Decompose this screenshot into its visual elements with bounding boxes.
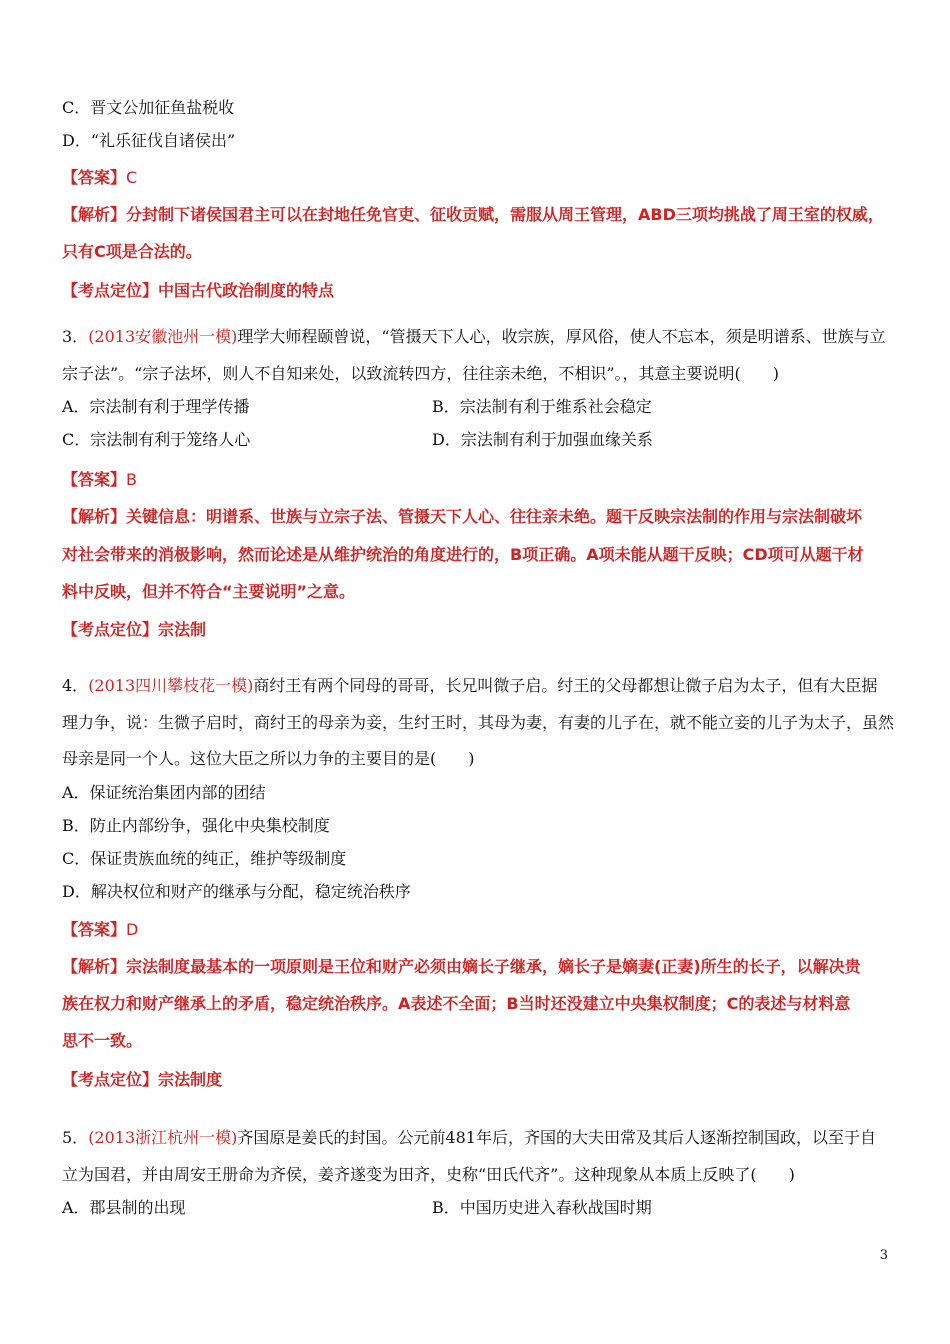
analysis-text: 料中反映，但并不符合“主要说明”之意。 — [62, 582, 356, 601]
analysis-text: 关键信息：明谱系、世族与立宗子法、管摄天下人心、往往亲未绝。题干反映宗法制的作用与宗法制破坏 — [126, 507, 863, 526]
answer-line — [62, 920, 138, 940]
analysis-text: 只有C项是合法的。 — [62, 242, 202, 261]
question-stem: 母亲是同一个人。这位大臣之所以力争的主要目的是( ) — [62, 749, 475, 768]
question-stem: 商纣王有两个同母的哥哥，长兄叫微子启。纣王的父母都想让微子启为太子，但有大臣据 — [253, 676, 878, 695]
analysis-text: 族在权力和财产继承上的矛盾，稳定统治秩序。A表述不全面；B当时还没建立中央集权制度；C的表述与材料意 — [62, 994, 851, 1013]
answer-line — [62, 168, 137, 188]
point-tag: 【考点定位】 — [62, 620, 159, 639]
analysis-text: 宗法制度最基本的一项原则是王位和财产必须由嫡长子继承，嫡长子是嫡妻(正妻)所生的长子，以解决贵 — [126, 957, 861, 976]
question-source: (2013浙江杭州一模) — [88, 1128, 238, 1147]
option-b: B．防止内部纷争，强化中央集校制度 — [62, 816, 330, 835]
question-stem: 齐国原是姜氏的封国。公元前481年后，齐国的大夫田常及其后人逐渐控制国政，以至于自 — [237, 1128, 876, 1147]
page-number: 3 — [879, 1248, 888, 1263]
point-tag: 【考点定位】 — [62, 281, 159, 300]
option-a: A．宗法制有利于理学传播 — [62, 397, 250, 416]
q4-stem — [62, 676, 877, 696]
answer-value: C — [126, 168, 138, 187]
analysis-tag: 【解析】 — [62, 957, 127, 976]
option-c: C．宗法制有利于笼络人心 — [62, 430, 251, 449]
point-line — [62, 1070, 222, 1090]
option-b: B．中国历史进入春秋战国时期 — [432, 1198, 652, 1217]
option-d: D．宗法制有利于加强血缘关系 — [432, 430, 653, 449]
question-source: (2013四川攀枝花一模) — [88, 676, 254, 695]
question-number: 4． — [62, 676, 89, 695]
option-a: A．保证统治集团内部的团结 — [62, 783, 266, 802]
q5-stem — [62, 1128, 876, 1148]
answer-value: B — [126, 470, 137, 489]
point-text: 宗法制度 — [158, 1070, 223, 1089]
point-line — [62, 281, 334, 301]
option-c: C．保证贵族血统的纯正，维护等级制度 — [62, 849, 347, 868]
point-tag: 【考点定位】 — [62, 1070, 159, 1089]
analysis-text: 对社会带来的消极影响，然而论述是从维护统治的角度进行的，B项正确。A项未能从题干反映；CD项可从题干材 — [62, 545, 864, 564]
question-number: 5． — [62, 1128, 89, 1147]
analysis-text: 思不一致。 — [62, 1031, 143, 1050]
point-text: 宗法制 — [158, 620, 207, 639]
question-number: 3． — [62, 327, 89, 346]
analysis-line — [62, 957, 861, 977]
question-stem: 理学大师程颐曾说，“管摄天下人心，收宗族，厚风俗，使人不忘本，须是明谱系、世族与立 — [237, 327, 886, 346]
answer-tag: 【答案】 — [62, 920, 127, 939]
analysis-line — [62, 205, 884, 225]
answer-tag: 【答案】 — [62, 470, 127, 489]
option-d: D．解决权位和财产的继承与分配，稳定统治秩序 — [62, 882, 411, 901]
option-c: C．晋文公加征鱼盐税收 — [62, 98, 235, 117]
q5-options-row1 — [62, 1198, 652, 1218]
q3-options-row1 — [62, 397, 652, 417]
analysis-tag: 【解析】 — [62, 507, 127, 526]
answer-line — [62, 470, 137, 490]
question-source: (2013安徽池州一模) — [88, 327, 238, 346]
question-stem: 宗子法”。“宗子法坏，则人不自知来处，以致流转四方，往往亲未绝，不相识”。，其意主要说明( ) — [62, 364, 780, 383]
question-stem: 立为国君，并由周安王册命为齐侯，姜齐遂变为田齐，史称“田氏代齐”。这种现象从本质上反映了( ) — [62, 1165, 795, 1184]
question-stem: 理力争，说：生微子启时，商纣王的母亲为妾，生纣王时，其母为妻，有妻的儿子在，就不能立妾的儿子为太子，虽然 — [62, 713, 895, 732]
q3-options-row2 — [62, 430, 653, 450]
q3-stem — [62, 327, 886, 347]
option-d: D．“礼乐征伐自诸侯出” — [62, 131, 236, 150]
answer-value: D — [126, 920, 139, 939]
analysis-text: 分封制下诸侯国君主可以在封地任免官吏、征收贡赋，需服从周王管理，ABD三项均挑战了周王室的权威， — [126, 205, 884, 224]
answer-tag: 【答案】 — [62, 168, 127, 187]
analysis-line — [62, 507, 862, 527]
point-line — [62, 620, 206, 640]
option-a: A．郡县制的出现 — [62, 1198, 186, 1217]
analysis-tag: 【解析】 — [62, 205, 127, 224]
option-b: B．宗法制有利于维系社会稳定 — [432, 397, 652, 416]
point-text: 中国古代政治制度的特点 — [158, 281, 335, 300]
